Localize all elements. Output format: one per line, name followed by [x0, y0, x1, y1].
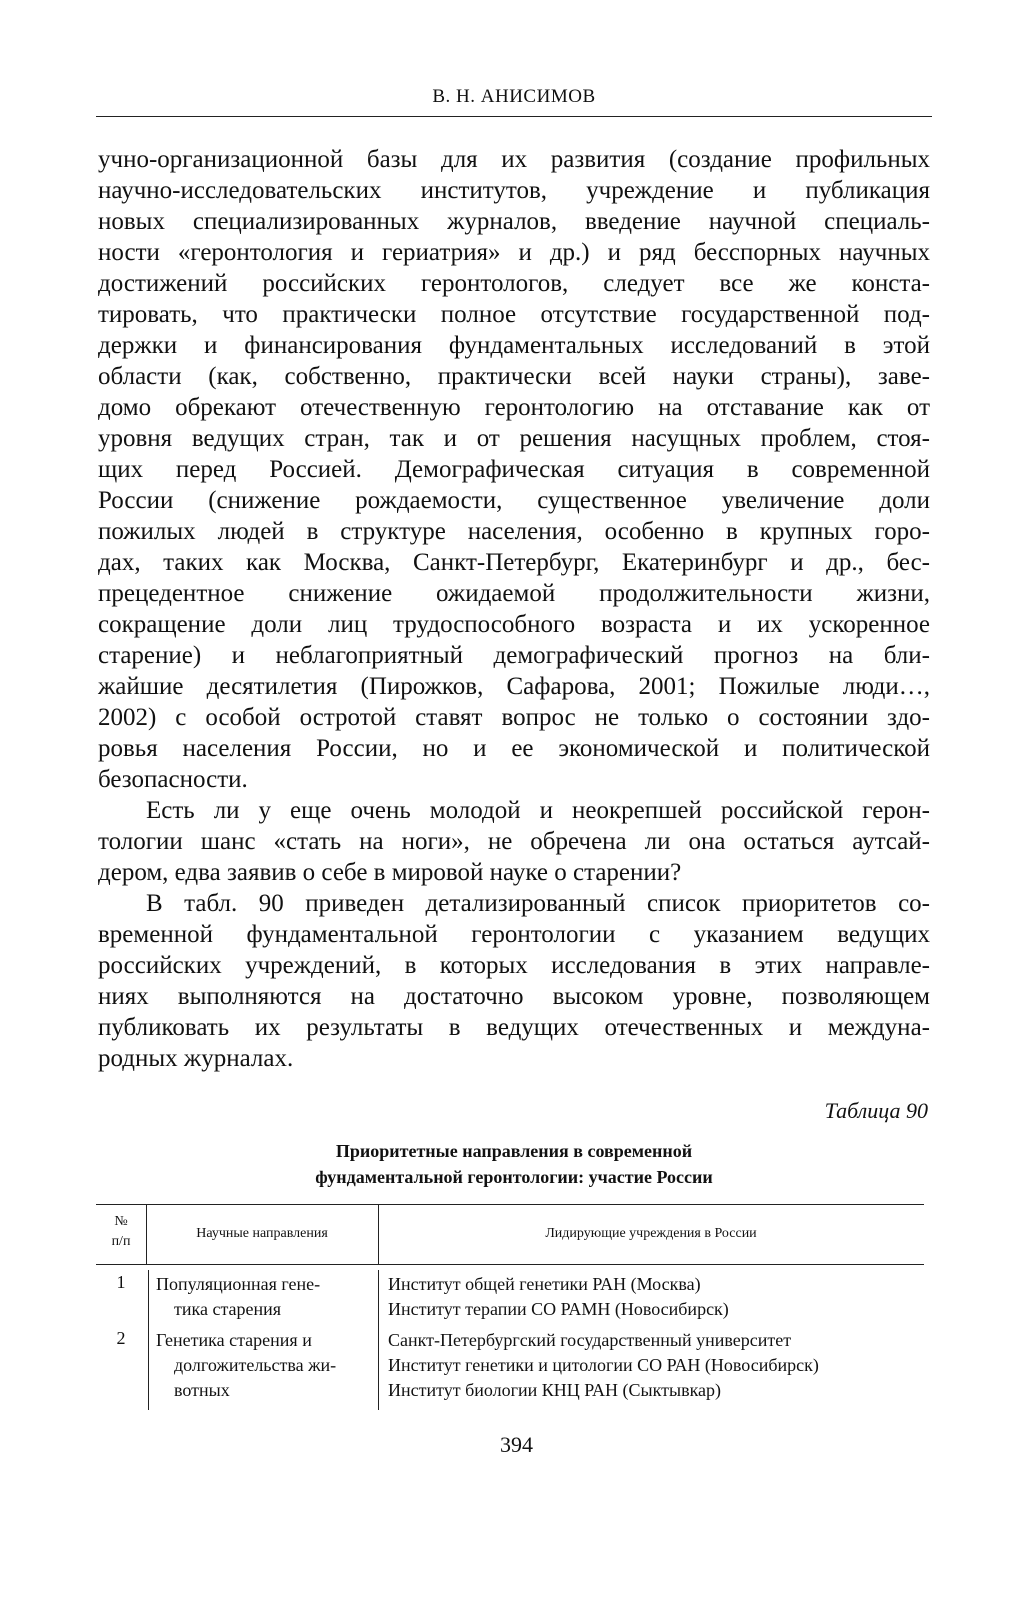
table-title-line: фундаментальной геронтологии: участие России [315, 1167, 713, 1187]
text-line: домо обрекают отечественную геронтологию на отставание как от [98, 394, 930, 421]
text-line: ности «геронтология и гериатрия» и др.) и ряд бесспорных научных [98, 239, 930, 266]
direction-line: вотных [174, 1380, 230, 1400]
text-line: учно-организационной базы для их развития (создание профильных [98, 146, 930, 173]
header-num [96, 1212, 146, 1252]
row-institutions [388, 1328, 918, 1403]
text-line: ниях выполняются на достаточно высоком уровне, позволяющем [98, 983, 930, 1010]
text-line: Есть ли у еще очень молодой и неокрепшей российской герон- [146, 797, 930, 824]
text-line: жайшие десятилетия (Пирожков, Сафарова, 2001; Пожилые люди…, [98, 673, 930, 700]
text-line: держки и финансирования фундаментальных исследований в этой [98, 332, 930, 359]
text-line: российских учреждений, в которых исследования в этих направле- [98, 952, 930, 979]
text-line: достижений российских геронтологов, следует все же конста- [98, 270, 930, 297]
text-line: безопасности. [98, 766, 248, 793]
text-line: старение) и неблагоприятный демографический прогноз на бли- [98, 642, 930, 669]
table-header-rule [96, 1264, 924, 1265]
table-label: Таблица 90 [824, 1098, 928, 1123]
text-line: щих перед Россией. Демографическая ситуация в современной [98, 456, 930, 483]
text-line: пожилых людей в структуре населения, особенно в крупных горо- [98, 518, 930, 545]
body-text [98, 144, 930, 1074]
running-head: В. Н. АНИСИМОВ [432, 86, 596, 107]
institution-line: Институт генетики и цитологии СО РАН (Новосибирск) [388, 1355, 819, 1375]
text-line: временной фундаментальной геронтологии с указанием ведущих [98, 921, 930, 948]
text-line: России (снижение рождаемости, существенное увеличение доли [98, 487, 930, 514]
text-line: дером, едва заявив о себе в мировой науке о старении? [98, 859, 682, 886]
header-direction: Научные направления [196, 1226, 328, 1241]
table-title [96, 1138, 932, 1190]
row-direction [156, 1328, 376, 1403]
direction-line: долгожительства жи- [174, 1355, 337, 1375]
header-num-line: п/п [111, 1234, 131, 1249]
header-rule [96, 116, 932, 117]
direction-line: Популяционная гене- [156, 1274, 321, 1294]
text-line: публиковать их результаты в ведущих отечественных и междуна- [98, 1014, 930, 1041]
table-column-divider [378, 1270, 379, 1410]
institution-line: Институт терапии СО РАМН (Новосибирск) [388, 1299, 729, 1319]
institution-line: Институт биологии КНЦ РАН (Сыктывкар) [388, 1380, 722, 1400]
text-line: дах, таких как Москва, Санкт-Петербург, Екатеринбург и др., бес- [98, 549, 930, 576]
text-line: родных журналах. [98, 1045, 294, 1072]
row-institutions [388, 1272, 918, 1322]
row-number: 2 [116, 1328, 126, 1348]
text-line: тологии шанс «стать на ноги», не обречена ли она остаться аутсай- [98, 828, 930, 855]
text-line: В табл. 90 приведен детализированный список приоритетов со- [146, 890, 930, 917]
header-num-line: № [114, 1214, 128, 1229]
row-direction [156, 1272, 376, 1322]
text-line: прецедентное снижение ожидаемой продолжительности жизни, [98, 580, 930, 607]
institution-line: Санкт-Петербургский государственный университет [388, 1330, 792, 1350]
text-line: 2002) с особой остротой ставят вопрос не только о состоянии здо- [98, 704, 930, 731]
text-line: области (как, собственно, практически всей науки страны), заве- [98, 363, 930, 390]
text-line: научно-исследовательских институтов, учреждение и публикация [98, 177, 930, 204]
table-column-divider [148, 1270, 149, 1410]
text-line: тировать, что практически полное отсутствие государственной под- [98, 301, 930, 328]
text-line: ровья населения России, но и ее экономической и политической [98, 735, 930, 762]
text-line: уровня ведущих стран, так и от решения насущных проблем, стоя- [98, 425, 930, 452]
table-top-rule [96, 1204, 924, 1205]
table-title-line: Приоритетные направления в современной [335, 1141, 693, 1161]
header-institutions: Лидирующие учреждения в России [545, 1226, 757, 1241]
page-number: 394 [500, 1432, 533, 1457]
institution-line: Институт общей генетики РАН (Москва) [388, 1274, 701, 1294]
text-line: новых специализированных журналов, введение научной специаль- [98, 208, 930, 235]
text-line: сокращение доли лиц трудоспособного возраста и их ускоренное [98, 611, 930, 638]
row-number: 1 [116, 1272, 126, 1292]
direction-line: тика старения [174, 1299, 282, 1319]
direction-line: Генетика старения и [156, 1330, 312, 1350]
